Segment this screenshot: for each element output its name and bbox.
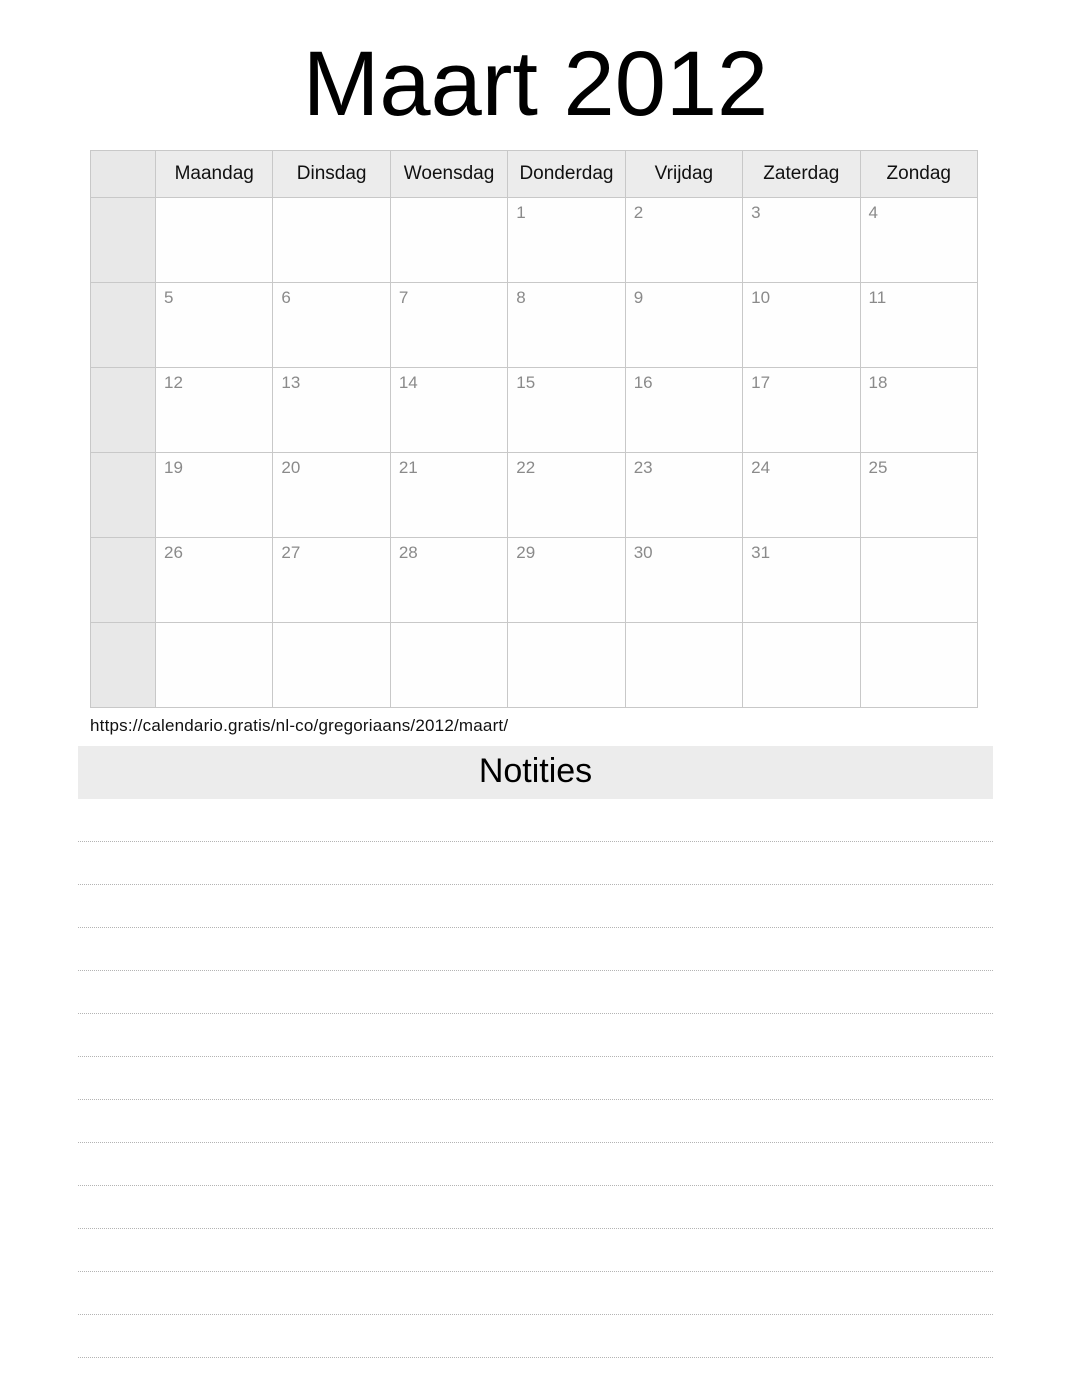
day-number: 12 bbox=[164, 373, 183, 392]
day-cell[interactable] bbox=[156, 453, 273, 538]
day-cell[interactable] bbox=[625, 538, 742, 623]
day-number: 8 bbox=[516, 288, 526, 307]
note-line[interactable] bbox=[78, 1100, 993, 1143]
note-line[interactable] bbox=[78, 1057, 993, 1100]
day-cell[interactable] bbox=[508, 538, 625, 623]
day-number bbox=[156, 623, 272, 629]
day-number: 9 bbox=[633, 288, 644, 307]
week-number-cell bbox=[91, 198, 156, 283]
day-cell[interactable] bbox=[390, 368, 507, 453]
day-number bbox=[743, 623, 859, 629]
day-number: 13 bbox=[281, 373, 301, 392]
calendar-week-row bbox=[91, 538, 978, 623]
calendar-week-row bbox=[91, 623, 978, 708]
day-number: 25 bbox=[868, 458, 888, 477]
day-cell[interactable] bbox=[273, 623, 390, 708]
day-number: 21 bbox=[398, 458, 418, 477]
calendar-head bbox=[91, 151, 978, 198]
day-cell[interactable] bbox=[273, 283, 390, 368]
day-number: 16 bbox=[633, 373, 653, 392]
notes-section bbox=[78, 746, 993, 1358]
notes-lines bbox=[78, 799, 993, 1358]
week-number-cell bbox=[91, 283, 156, 368]
day-cell[interactable] bbox=[743, 453, 860, 538]
day-cell[interactable] bbox=[273, 538, 390, 623]
day-number: 14 bbox=[398, 373, 418, 392]
day-number bbox=[391, 623, 507, 629]
day-number: 1 bbox=[516, 203, 526, 222]
week-number-cell bbox=[91, 453, 156, 538]
day-cell[interactable] bbox=[625, 368, 742, 453]
weekday-header-saturday: Zaterdag bbox=[743, 151, 860, 198]
day-number: 2 bbox=[633, 203, 644, 222]
day-number: 5 bbox=[164, 288, 174, 307]
note-line[interactable] bbox=[78, 1229, 993, 1272]
day-number: 30 bbox=[633, 543, 653, 562]
day-cell[interactable] bbox=[625, 283, 742, 368]
day-cell[interactable] bbox=[390, 453, 507, 538]
day-cell[interactable] bbox=[273, 198, 390, 283]
day-cell[interactable] bbox=[156, 368, 273, 453]
day-cell[interactable] bbox=[390, 538, 507, 623]
note-line[interactable] bbox=[78, 885, 993, 928]
calendar-container bbox=[90, 150, 978, 708]
day-number: 31 bbox=[751, 543, 771, 562]
day-number bbox=[273, 198, 389, 204]
day-number bbox=[861, 623, 977, 629]
day-cell[interactable] bbox=[390, 283, 507, 368]
day-cell[interactable] bbox=[860, 198, 977, 283]
weekday-header-wednesday: Woensdag bbox=[390, 151, 507, 198]
note-line[interactable] bbox=[78, 971, 993, 1014]
day-cell[interactable] bbox=[156, 623, 273, 708]
day-number: 27 bbox=[281, 543, 301, 562]
day-number bbox=[861, 538, 977, 544]
week-number-cell bbox=[91, 538, 156, 623]
note-line[interactable] bbox=[78, 1186, 993, 1229]
day-number: 20 bbox=[281, 458, 301, 477]
day-number: 18 bbox=[868, 373, 888, 392]
calendar-week-row bbox=[91, 453, 978, 538]
day-cell[interactable] bbox=[743, 623, 860, 708]
source-url[interactable]: https://calendario.gratis/nl-co/gregoriaans/2012/maart/ bbox=[90, 716, 509, 735]
day-number: 24 bbox=[751, 458, 771, 477]
day-cell[interactable] bbox=[625, 623, 742, 708]
day-number bbox=[273, 623, 389, 629]
day-cell[interactable] bbox=[860, 283, 977, 368]
day-number: 10 bbox=[751, 288, 771, 307]
calendar-week-row bbox=[91, 368, 978, 453]
day-number: 26 bbox=[164, 543, 183, 562]
week-number-cell bbox=[91, 368, 156, 453]
day-number bbox=[391, 198, 507, 204]
calendar-week-row bbox=[91, 198, 978, 283]
day-number: 4 bbox=[868, 203, 878, 222]
day-number: 22 bbox=[516, 458, 536, 477]
note-line[interactable] bbox=[78, 799, 993, 842]
day-number: 17 bbox=[751, 373, 771, 392]
calendar-table bbox=[90, 150, 978, 708]
day-cell[interactable] bbox=[508, 368, 625, 453]
weekday-header-thursday: Donderdag bbox=[508, 151, 625, 198]
day-cell[interactable] bbox=[508, 623, 625, 708]
day-cell[interactable] bbox=[390, 623, 507, 708]
day-number: 3 bbox=[751, 203, 761, 222]
weekday-header-sunday: Zondag bbox=[860, 151, 977, 198]
weekday-header-friday: Vrijdag bbox=[625, 151, 742, 198]
week-number-cell bbox=[91, 623, 156, 708]
day-cell[interactable] bbox=[625, 453, 742, 538]
note-line[interactable] bbox=[78, 1315, 993, 1358]
day-cell[interactable] bbox=[743, 538, 860, 623]
day-number: 23 bbox=[633, 458, 653, 477]
day-number: 28 bbox=[398, 543, 418, 562]
day-cell[interactable] bbox=[156, 198, 273, 283]
note-line[interactable] bbox=[78, 842, 993, 885]
day-number bbox=[156, 198, 272, 204]
day-number: 6 bbox=[281, 288, 291, 307]
day-number bbox=[626, 623, 742, 629]
note-line[interactable] bbox=[78, 1014, 993, 1057]
day-cell[interactable] bbox=[860, 623, 977, 708]
day-number: 29 bbox=[516, 543, 536, 562]
day-cell[interactable] bbox=[390, 198, 507, 283]
day-cell[interactable] bbox=[860, 538, 977, 623]
calendar-week-row bbox=[91, 283, 978, 368]
day-cell[interactable] bbox=[508, 283, 625, 368]
day-cell[interactable] bbox=[156, 283, 273, 368]
note-line[interactable] bbox=[78, 1143, 993, 1186]
notes-heading: Notities bbox=[78, 746, 993, 799]
day-number: 19 bbox=[164, 458, 183, 477]
weekday-header-row bbox=[91, 151, 978, 198]
day-number: 11 bbox=[868, 288, 887, 307]
page-title: Maart 2012 bbox=[302, 33, 769, 135]
day-cell[interactable] bbox=[273, 368, 390, 453]
calendar-body bbox=[91, 198, 978, 708]
day-cell[interactable] bbox=[860, 368, 977, 453]
note-line[interactable] bbox=[78, 928, 993, 971]
day-cell[interactable] bbox=[743, 283, 860, 368]
day-cell[interactable] bbox=[625, 198, 742, 283]
day-cell[interactable] bbox=[743, 198, 860, 283]
weekday-header-monday: Maandag bbox=[156, 151, 273, 198]
note-line[interactable] bbox=[78, 1272, 993, 1315]
day-number bbox=[508, 623, 624, 629]
day-cell[interactable] bbox=[156, 538, 273, 623]
week-number-header bbox=[91, 151, 156, 198]
day-cell[interactable] bbox=[860, 453, 977, 538]
day-cell[interactable] bbox=[508, 453, 625, 538]
day-cell[interactable] bbox=[743, 368, 860, 453]
day-number: 15 bbox=[516, 373, 536, 392]
weekday-header-tuesday: Dinsdag bbox=[273, 151, 390, 198]
day-number: 7 bbox=[398, 288, 409, 307]
day-cell[interactable] bbox=[273, 453, 390, 538]
day-cell[interactable] bbox=[508, 198, 625, 283]
